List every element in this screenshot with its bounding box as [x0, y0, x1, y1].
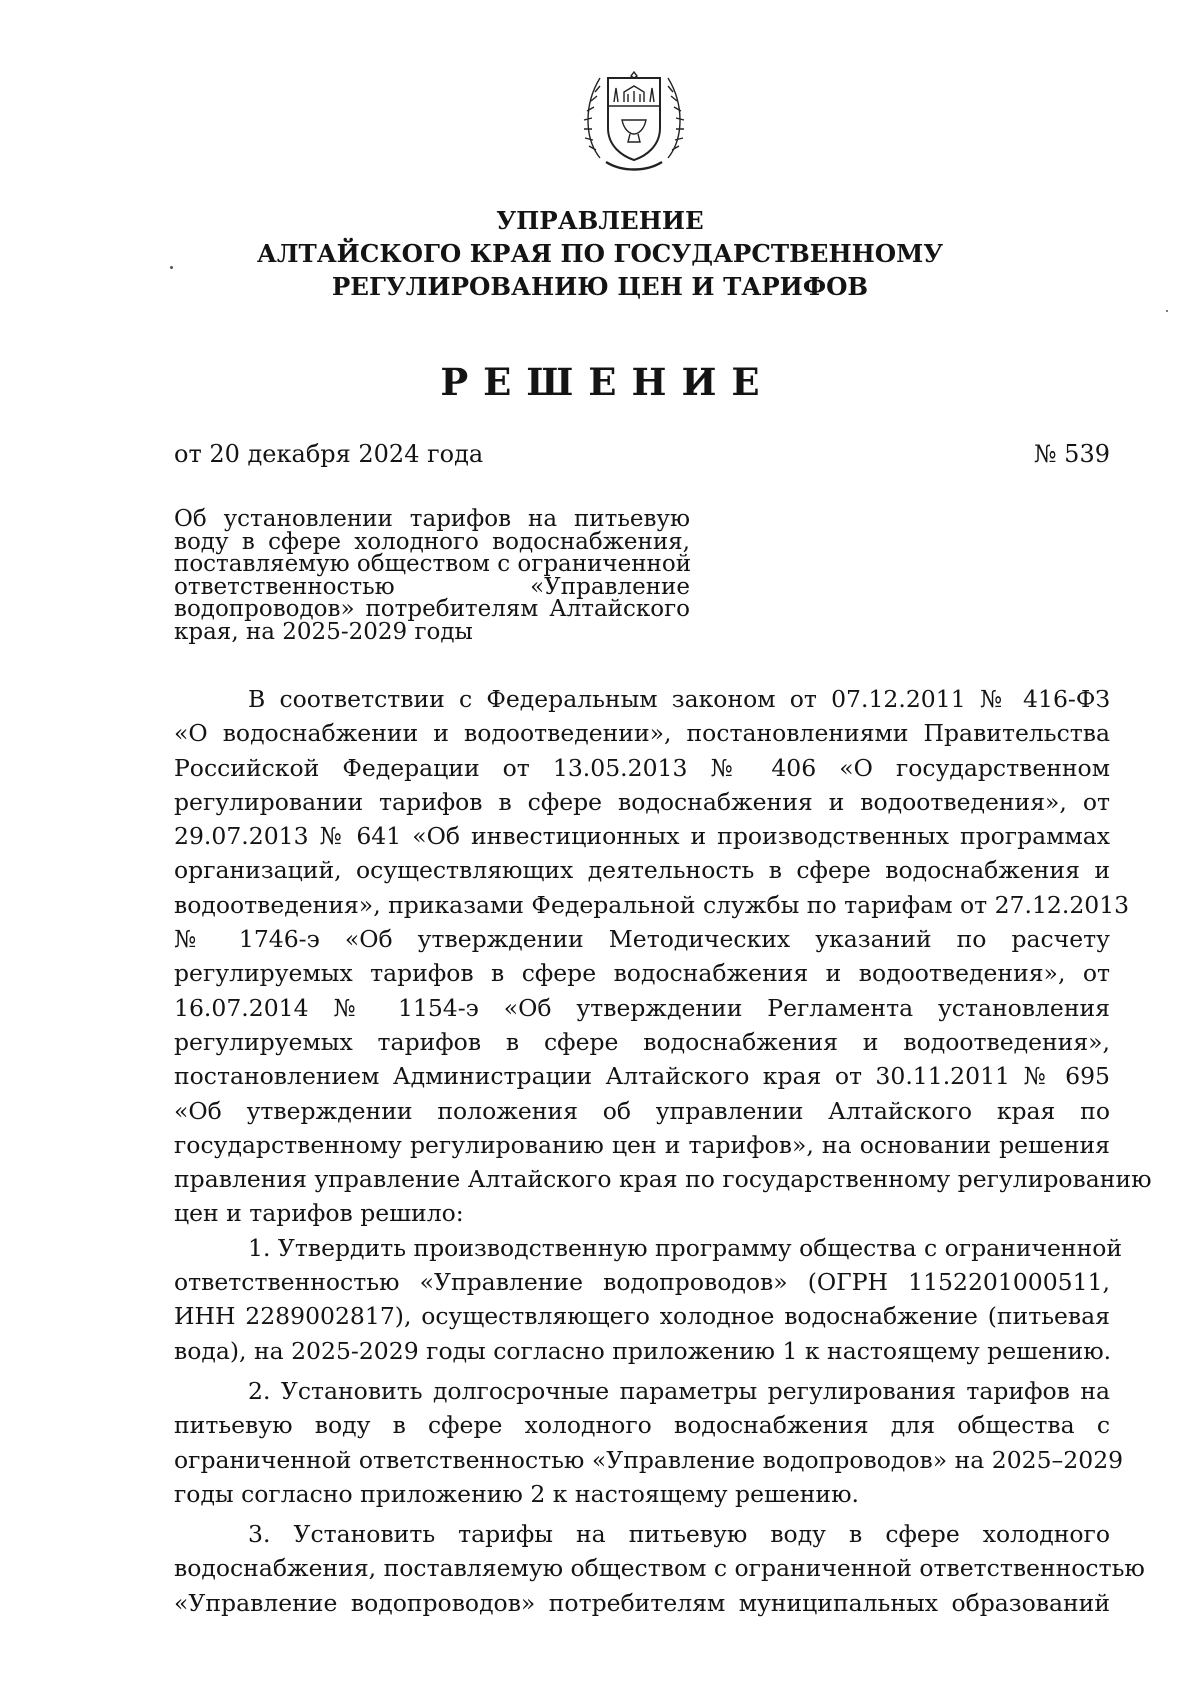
subject-line: водопроводов» потребителям Алтайского: [174, 596, 690, 622]
body-line: вода), на 2025-2029 годы согласно приложению 1 к настоящему решению.: [174, 1336, 1112, 1365]
body-line: 3. Установить тарифы на питьевую воду в сфере холодного: [248, 1520, 1110, 1549]
body-line: ответственностью «Управление водопроводов» (ОГРН 1152201000511,: [174, 1268, 1110, 1297]
body-line: ИНН 2289002817), осуществляющего холодное водоснабжение (питьевая: [174, 1302, 1110, 1331]
body-line: регулировании тарифов в сфере водоснабжения и водоотведения», от: [174, 787, 1110, 816]
body-line: Российской Федерации от 13.05.2013 № 406 «О государственном: [174, 753, 1110, 782]
body-line: «Управление водопроводов» потребителям муниципальных образований: [174, 1588, 1110, 1617]
org-line-3: РЕГУЛИРОВАНИЮ ЦЕН И ТАРИФОВ: [331, 272, 869, 301]
body-line: 16.07.2014 № 1154-э «Об утверждении Регламента установления: [174, 993, 1110, 1022]
body-line: водоснабжения, поставляемую обществом с ограниченной ответственностью: [174, 1554, 1145, 1583]
body-line: № 1746-э «Об утверждении Методических указаний по расчету: [174, 925, 1110, 954]
body-line: регулируемых тарифов в сфере водоснабжения и водоотведения», от: [174, 959, 1110, 988]
body-line: организаций, осуществляющих деятельность в сфере водоснабжения и: [174, 856, 1110, 885]
body-line: «Об утверждении положения об управлении Алтайского края по: [174, 1096, 1110, 1125]
subject-line: края, на 2025-2029 годы: [174, 618, 473, 645]
org-line-2: АЛТАЙСКОГО КРАЯ ПО ГОСУДАРСТВЕННОМУ: [256, 239, 944, 268]
body-line: водоотведения», приказами Федеральной службы по тарифам от 27.12.2013: [174, 890, 1130, 919]
document-body: [174, 682, 1152, 1620]
body-line: 2. Установить долгосрочные параметры регулирования тарифов на: [248, 1376, 1110, 1405]
organization-header: [200, 204, 1000, 303]
body-line: В соответствии с Федеральным законом от 07.12.2011 № 416-ФЗ: [248, 685, 1110, 713]
org-line-1: УПРАВЛЕНИЕ: [496, 206, 704, 235]
subject-line: воду в сфере холодного водоснабжения,: [174, 528, 690, 555]
subject-line: поставляемую обществом с ограниченной: [174, 551, 692, 577]
body-line: государственному регулированию цен и тарифов», на основании решения: [174, 1130, 1110, 1159]
document-title: РЕШЕНИЕ: [440, 360, 775, 404]
body-line: цен и тарифов решило:: [174, 1199, 464, 1228]
coat-of-arms-emblem: [578, 58, 690, 180]
body-line: годы согласно приложению 2 к настоящему решению.: [174, 1479, 860, 1508]
subject-line: ответственностью «Управление: [174, 573, 690, 600]
document-date: от 20 декабря 2024 года: [174, 440, 484, 468]
body-line: ограниченной ответственностью «Управление водопроводов» на 2025–2029: [174, 1445, 1124, 1474]
document-number: № 539: [1033, 440, 1110, 468]
body-line: постановлением Администрации Алтайского края от 30.11.2011 № 695: [174, 1062, 1110, 1091]
body-line: питьевую воду в сфере холодного водоснабжения для общества с: [174, 1411, 1110, 1440]
scan-speck: [1166, 310, 1168, 312]
body-line: 29.07.2013 № 641 «Об инвестиционных и производственных программах: [174, 822, 1110, 851]
subject-line: Об установлении тарифов на питьевую: [174, 506, 690, 532]
document-subject: [174, 508, 690, 643]
body-line: «О водоснабжении и водоотведении», постановлениями Правительства: [174, 719, 1110, 748]
body-line: 1. Утвердить производственную программу общества с ограниченной: [248, 1233, 1123, 1262]
scan-speck: [170, 266, 173, 269]
body-line: правления управление Алтайского края по государственному регулированию: [174, 1165, 1152, 1194]
body-line: регулируемых тарифов в сфере водоснабжения и водоотведения»,: [174, 1027, 1110, 1056]
